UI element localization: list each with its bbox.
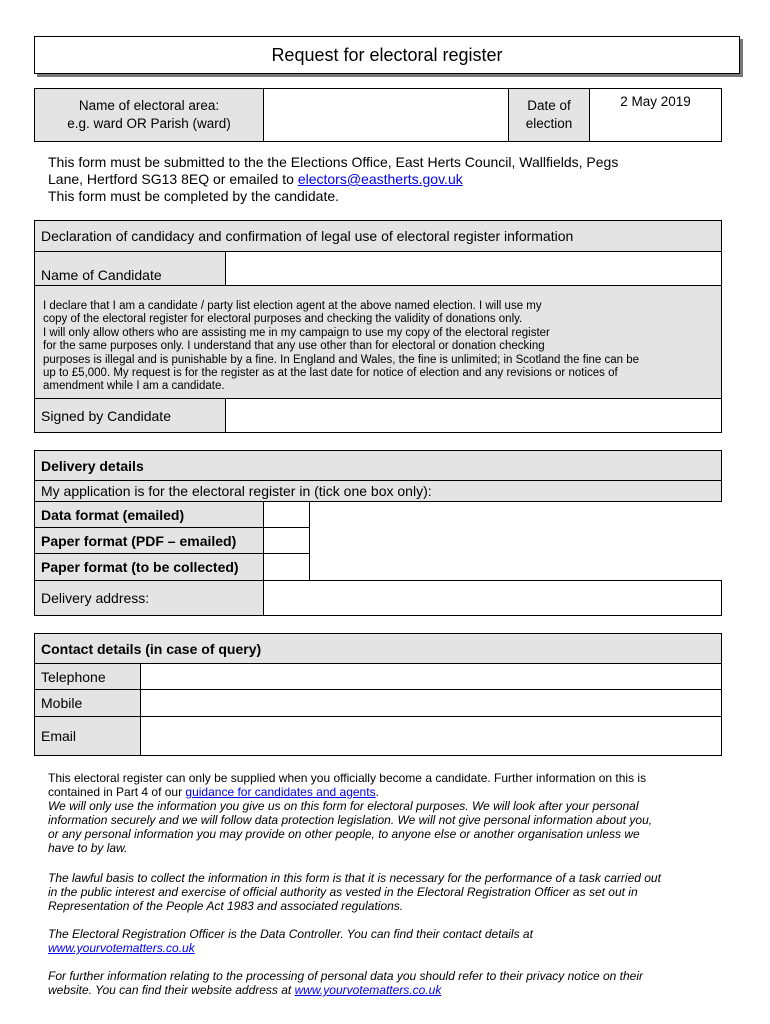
area-input[interactable] xyxy=(264,89,509,142)
submission-instructions xyxy=(48,154,728,205)
signature-input[interactable] xyxy=(225,398,722,433)
footer-paragraph-4: The Electoral Registration Officer is the Data Controller. You can find their contact details at www.yourvotematters.co.uk xyxy=(48,927,533,955)
submission-line1: This form must be submitted to the the Elections Office, East Herts Council, Wallfields, Pegs xyxy=(48,154,619,170)
candidate-name-label: Name of Candidate xyxy=(34,251,226,286)
declaration-line: purposes is illegal and is punishable by a fine. In England and Wales, the fine is unlimited; in Scotland the fine can be xyxy=(43,353,640,366)
declaration-line: copy of the electoral register for electoral purposes and checking the validity of donations only. xyxy=(43,313,523,326)
mobile-label: Mobile xyxy=(34,689,141,717)
delivery-address-input[interactable] xyxy=(263,580,722,616)
email-label: Email xyxy=(34,716,141,756)
election-date-value[interactable] xyxy=(590,89,722,142)
option-data-format-checkbox[interactable] xyxy=(263,501,310,528)
telephone-label: Telephone xyxy=(34,663,141,690)
yourvotematters-link-1[interactable]: www.yourvotematters.co.uk xyxy=(48,941,195,955)
option-paper-pdf-label: Paper format (PDF – emailed) xyxy=(34,527,264,554)
form-title: Request for electoral register xyxy=(271,45,503,65)
delivery-header: Delivery details xyxy=(34,450,722,481)
email-input[interactable] xyxy=(140,716,722,756)
footer-paragraph-1: This electoral register can only be supplied when you officially become a candidate. Further information on this is contained in Part 4 of our guidance for candidates and agents. xyxy=(48,771,647,799)
declaration-line: for the same purposes only. I understand that any use other than for electoral or donation checking xyxy=(43,340,545,353)
guidance-link[interactable]: guidance for candidates and agents xyxy=(185,785,376,799)
declaration-line: amendment while I am a candidate. xyxy=(43,380,225,393)
option-paper-collected-checkbox[interactable] xyxy=(263,553,310,581)
telephone-input[interactable] xyxy=(140,663,722,690)
footer-paragraph-3: The lawful basis to collect the information in this form is that it is necessary for the performance of a task carried out in the public interest and exercise of official authority as vested in the Electoral Registration Officer as set out in Representation of the People Act 1983 and associated regulations. xyxy=(48,871,661,913)
option-paper-collected-label: Paper format (to be collected) xyxy=(34,553,264,581)
mobile-input[interactable] xyxy=(140,689,722,717)
yourvotematters-link-2[interactable]: www.yourvotematters.co.uk xyxy=(294,983,442,997)
option-paper-pdf-checkbox[interactable] xyxy=(263,527,310,554)
signed-label: Signed by Candidate xyxy=(34,398,226,433)
election-table xyxy=(34,88,722,142)
elections-email-link[interactable]: electors@eastherts.gov.uk xyxy=(297,171,463,187)
delivery-address-label: Delivery address: xyxy=(34,580,264,616)
candidate-name-input[interactable] xyxy=(225,251,722,286)
form-title-box xyxy=(34,36,740,74)
declaration-line: I declare that I am a candidate / party list election agent at the above named election. I will use my xyxy=(43,300,542,312)
area-label-line1: Name of electoral area: xyxy=(78,98,220,113)
footer-paragraph-5: For further information relating to the processing of personal data you should refer to their privacy notice on their website. You can find their website address at www.yourvotematters.co.uk xyxy=(48,969,643,997)
contact-header: Contact details (in case of query) xyxy=(34,633,722,664)
area-label-cell xyxy=(35,89,264,142)
submission-line3: This form must be completed by the candidate. xyxy=(48,188,340,204)
submission-line2: Lane, Hertford SG13 8EQ or emailed to electors@eastherts.gov.uk xyxy=(48,171,463,187)
date-label-line1: Date of xyxy=(527,98,571,113)
date-label-line2: election xyxy=(525,116,573,131)
delivery-subheader: My application is for the electoral register in (tick one box only): xyxy=(34,480,722,502)
area-label-line2: e.g. ward OR Parish (ward) xyxy=(67,116,231,131)
option-data-format-label: Data format (emailed) xyxy=(34,501,264,528)
footer-paragraph-2: We will only use the information you give us on this form for electoral purposes. We will look after your personal information securely and we will follow data protection legislation. We will not give personal information about you, or any personal information you may provide on other people, to anyone else or another organisation unless we have to by law. xyxy=(48,799,653,855)
date-label-cell xyxy=(509,89,590,142)
declaration-line: up to £5,000. My request is for the register as at the last date for notice of election and any revisions or notices of xyxy=(43,367,618,380)
declaration-line: I will only allow others who are assisting me in my campaign to use my copy of the electoral register xyxy=(43,326,550,339)
election-date-text: 2 May 2019 xyxy=(620,94,691,109)
declaration-text xyxy=(34,285,722,399)
declaration-header: Declaration of candidacy and confirmation of legal use of electoral register information xyxy=(34,220,722,252)
